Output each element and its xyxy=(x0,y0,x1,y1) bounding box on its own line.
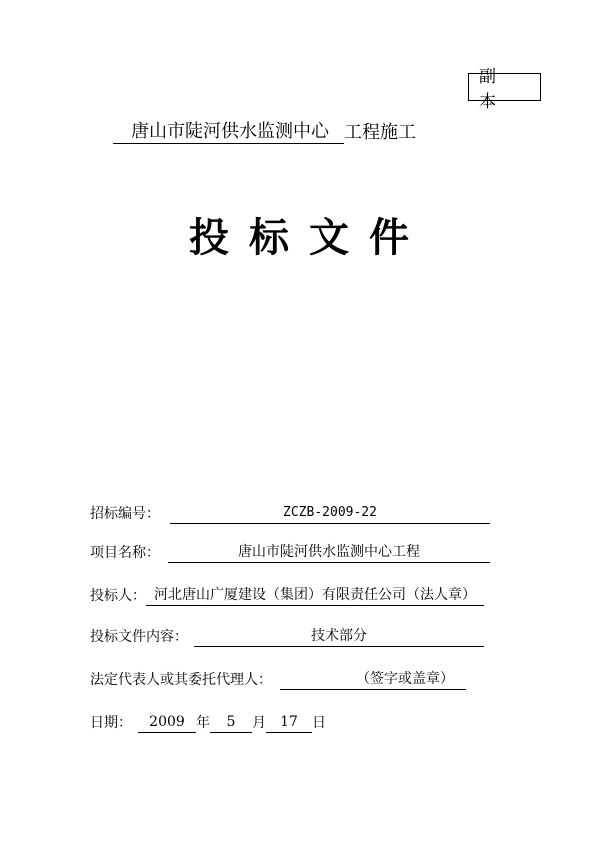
project-name-value: 唐山市陡河供水监测中心工程 xyxy=(168,542,490,563)
date-field xyxy=(90,711,326,733)
project-name-field xyxy=(90,541,490,563)
date-year: 2009 xyxy=(138,712,196,733)
date-month: 5 xyxy=(210,712,252,733)
date-month-unit: 月 xyxy=(252,715,266,731)
bidder-field xyxy=(90,584,484,606)
date-day-unit: 日 xyxy=(312,715,326,731)
date-day: 17 xyxy=(266,712,312,733)
date-year-unit: 年 xyxy=(196,715,210,731)
project-heading-suffix: 工程施工 xyxy=(344,122,416,143)
document-content-label: 投标文件内容： xyxy=(90,629,188,645)
date-label: 日期： xyxy=(90,715,132,731)
project-heading-name: 唐山市陡河供水监测中心 xyxy=(113,121,344,144)
project-heading xyxy=(113,121,416,144)
bidder-label: 投标人： xyxy=(90,588,146,604)
representative-value: （签字或盖章） xyxy=(280,669,466,690)
copy-label: 副 本 xyxy=(479,67,508,112)
tender-number-value: ZCZB-2009-22 xyxy=(170,503,490,524)
tender-number-label: 招标编号： xyxy=(90,506,160,522)
project-name-label: 项目名称： xyxy=(90,545,160,561)
copy-stamp-box xyxy=(468,67,541,112)
representative-field xyxy=(90,668,466,690)
document-content-value: 技术部分 xyxy=(194,626,484,647)
tender-number-field xyxy=(90,502,490,524)
representative-label: 法定代表人或其委托代理人： xyxy=(90,672,272,688)
bidder-value: 河北唐山广厦建设（集团）有限责任公司（法人章） xyxy=(146,585,484,606)
document-content-field xyxy=(90,625,484,647)
document-title: 投标文件 xyxy=(189,214,429,261)
